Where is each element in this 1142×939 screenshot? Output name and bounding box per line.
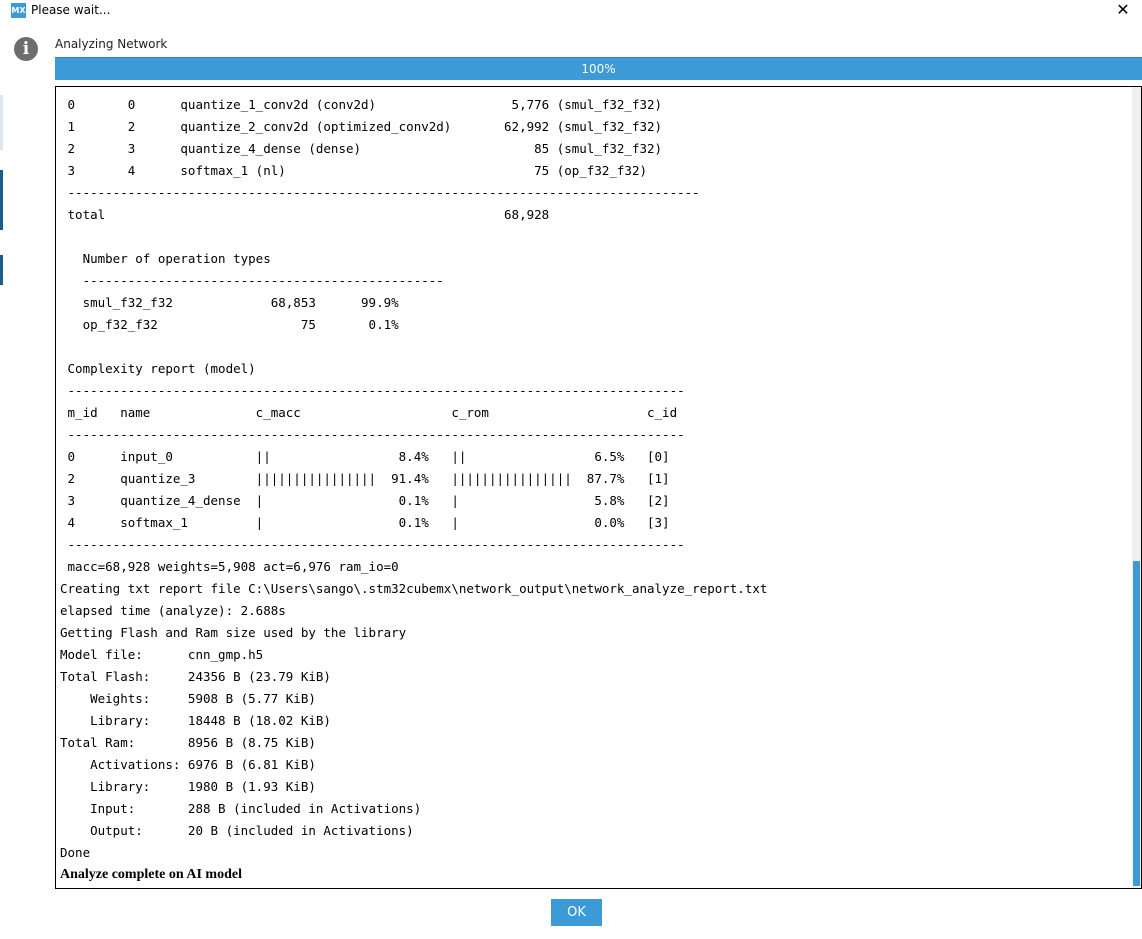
log-line: Weights: 5908 B (5.77 KiB) — [60, 691, 316, 706]
log-line: 2 quantize_3 |||||||||||||||| 91.4% |||||||||||||||| 87.7% [1] — [60, 471, 670, 486]
ok-button[interactable]: OK — [551, 899, 602, 926]
log-line: smul_f32_f32 68,853 99.9% — [60, 295, 399, 310]
scrollbar-thumb[interactable] — [1133, 561, 1140, 886]
log-line: 0 input_0 || 8.4% || 6.5% [0] — [60, 449, 670, 464]
log-line: Done — [60, 845, 91, 860]
log-line: ------------------------------------------------------------------------------------ — [60, 185, 700, 200]
log-line: elapsed time (analyze): 2.688s — [60, 603, 286, 618]
log-line: Total Ram: 8956 B (8.75 KiB) — [60, 735, 316, 750]
log-line: op_f32_f32 75 0.1% — [60, 317, 399, 332]
log-line: Output: 20 B (included in Activations) — [60, 823, 414, 838]
log-line: ---------------------------------------------------------------------------------- — [60, 537, 685, 552]
log-line: Input: 288 B (included in Activations) — [60, 801, 422, 816]
progress-bar — [55, 57, 1142, 80]
analysis-log — [60, 94, 1129, 886]
log-line: Library: 18448 B (18.02 KiB) — [60, 713, 331, 728]
log-line: Number of operation types — [60, 251, 271, 266]
stm32cubemx-app-icon: MX — [11, 3, 26, 18]
log-line: Getting Flash and Ram size used by the library — [60, 625, 407, 640]
log-line: Activations: 6976 B (6.81 KiB) — [60, 757, 316, 772]
info-icon: i — [14, 37, 38, 61]
log-line: 0 0 quantize_1_conv2d (conv2d) 5,776 (smul_f32_f32) — [60, 97, 663, 112]
log-line: Model file: cnn_gmp.h5 — [60, 647, 264, 662]
log-line: 2 3 quantize_4_dense (dense) 85 (smul_f32_f32) — [60, 141, 663, 156]
progress-percent-label: 100% — [581, 62, 616, 76]
log-line: m_id name c_macc c_rom c_id — [60, 405, 678, 420]
log-line: Creating txt report file C:\Users\sango\.stm32cubemx\network_output\network_analyze_report.txt — [60, 581, 768, 596]
close-button[interactable]: ✕ — [1116, 0, 1130, 19]
log-line: macc=68,928 weights=5,908 act=6,976 ram_io=0 — [60, 559, 399, 574]
log-line: Total Flash: 24356 B (23.79 KiB) — [60, 669, 331, 684]
vertical-scrollbar[interactable] — [1132, 87, 1141, 888]
log-line — [60, 336, 1129, 358]
log-line: ------------------------------------------------ — [60, 273, 444, 288]
background-window-edge — [0, 0, 3, 939]
log-line: Complexity report (model) — [60, 361, 256, 376]
log-line: Library: 1980 B (1.93 KiB) — [60, 779, 316, 794]
log-line: ---------------------------------------------------------------------------------- — [60, 383, 685, 398]
log-line: total 68,928 — [60, 207, 550, 222]
log-line: 1 2 quantize_2_conv2d (optimized_conv2d) 62,992 (smul_f32_f32) — [60, 119, 663, 134]
log-line — [60, 226, 1129, 248]
window-title: Please wait... — [31, 3, 111, 17]
analysis-log-panel[interactable] — [55, 86, 1142, 889]
log-line: ---------------------------------------------------------------------------------- — [60, 427, 685, 442]
status-label: Analyzing Network — [55, 37, 168, 51]
log-line: 4 softmax_1 | 0.1% | 0.0% [3] — [60, 515, 670, 530]
log-line: 3 quantize_4_dense | 0.1% | 5.8% [2] — [60, 493, 670, 508]
log-final-line: Analyze complete on AI model — [60, 867, 242, 882]
title-bar — [3, 0, 1142, 22]
log-line: 3 4 softmax_1 (nl) 75 (op_f32_f32) — [60, 163, 647, 178]
